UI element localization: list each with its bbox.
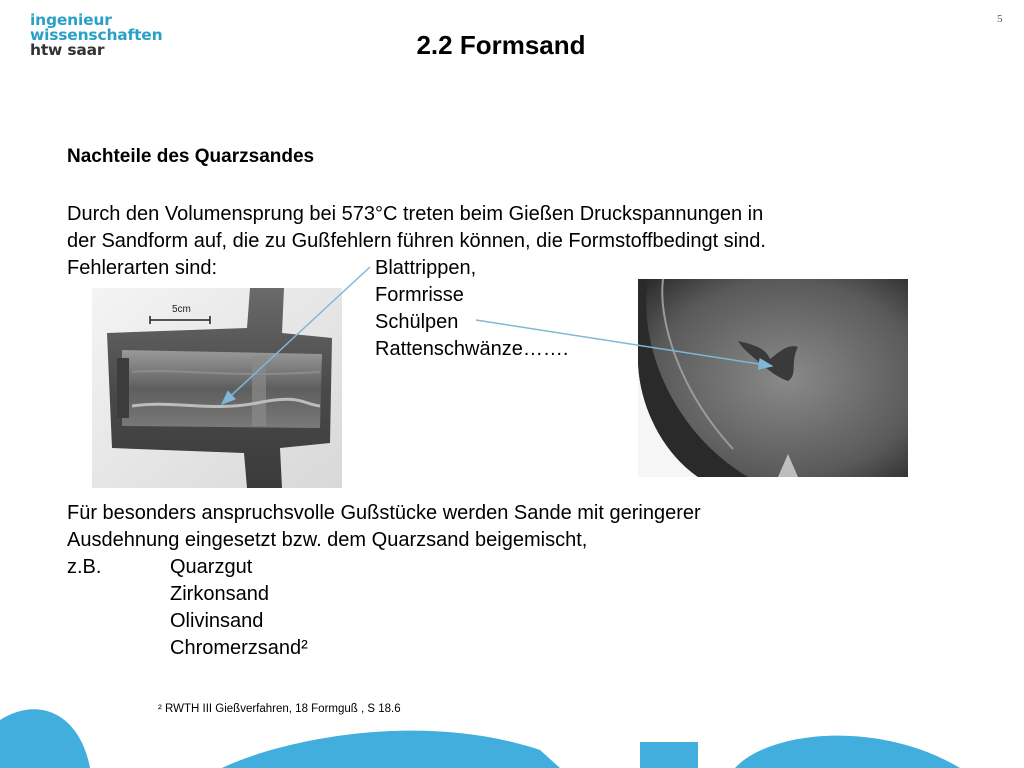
logo-line-1: ingenieur (30, 11, 112, 29)
sand-item: Zirkonsand (170, 583, 269, 605)
sand-item: Chromerzsand² (170, 637, 308, 659)
sand-item: Olivinsand (170, 610, 264, 632)
decorative-footer-shapes (0, 690, 1024, 768)
logo-line-3: htw saar (30, 41, 105, 59)
section-heading: Nachteile des Quarzsandes (67, 146, 315, 167)
sands-prefix: z.B. (67, 556, 102, 578)
page-number: 5 (997, 13, 1003, 25)
defect-item: Schülpen (375, 311, 459, 333)
intro-line-2: der Sandform auf, die zu Gußfehlern führen können, die Formstoffbedingt sind. (67, 230, 766, 252)
sands-line-1: Für besonders anspruchsvolle Gußstücke werden Sande mit geringerer (67, 502, 701, 524)
arrow-to-right-photo (476, 320, 772, 366)
logo-line-2: wissenschaften (30, 26, 163, 44)
arrow-to-left-photo (222, 267, 370, 404)
defect-item: Blattrippen, (375, 257, 477, 279)
intro-line-1: Durch den Volumensprung bei 573°C treten beim Gießen Druckspannungen in (67, 203, 764, 225)
defects-label: Fehlerarten sind: (67, 257, 218, 279)
defect-item: Rattenschwänze……. (375, 338, 569, 360)
footnote: ² RWTH III Gießverfahren, 18 Formguß , S 18.6 (158, 703, 401, 715)
scale-label: 5cm (172, 304, 191, 315)
slide-title: 2.2 Formsand (416, 30, 586, 60)
sands-line-2: Ausdehnung eingesetzt bzw. dem Quarzsand beigemischt, (67, 529, 588, 551)
defect-item: Formrisse (375, 284, 464, 306)
sand-item: Quarzgut (170, 556, 253, 578)
